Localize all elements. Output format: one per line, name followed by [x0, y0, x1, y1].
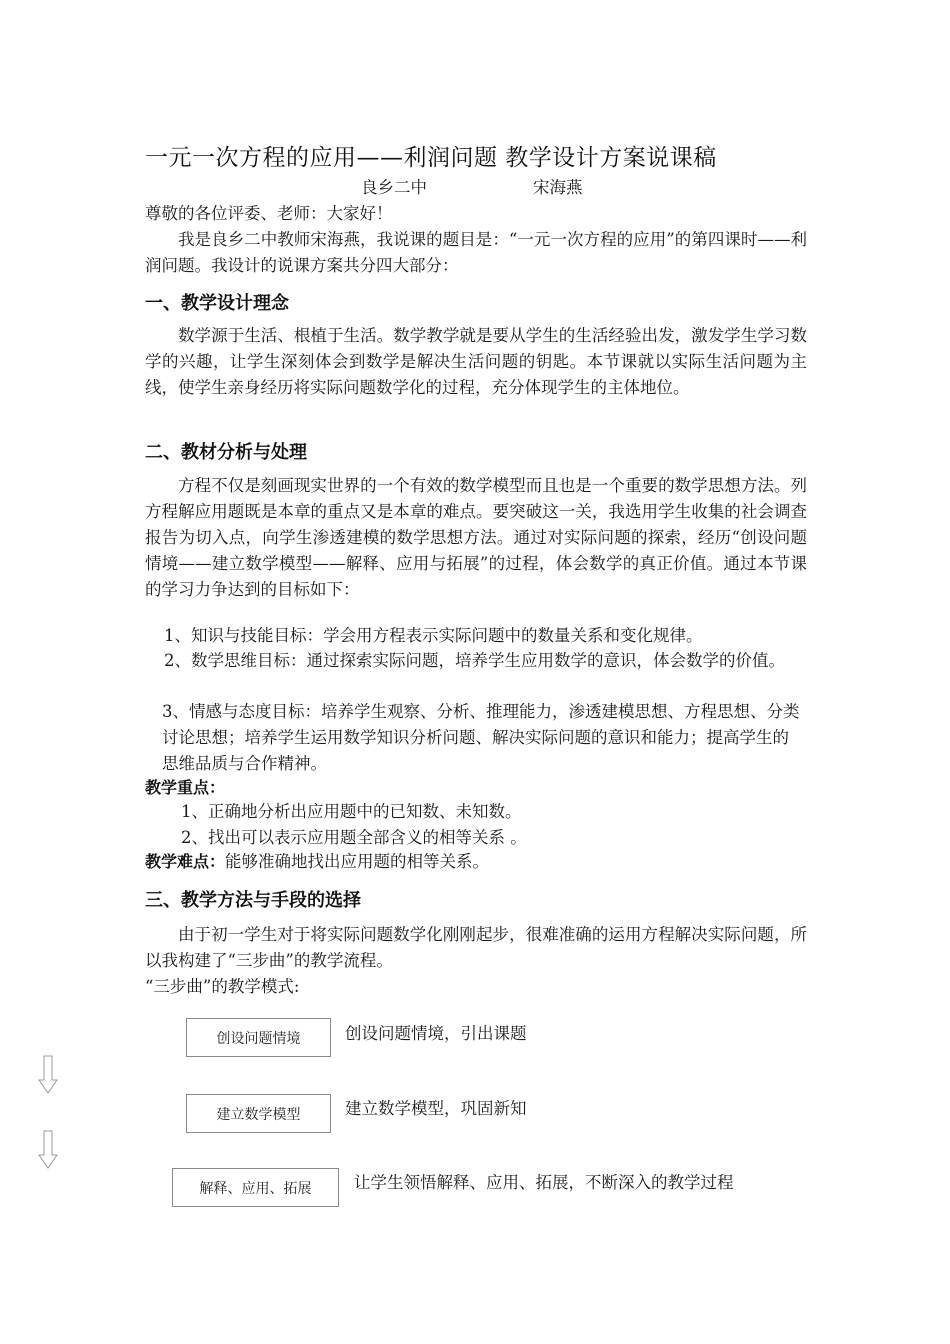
section-3-heading: 三、教学方法与手段的选择: [145, 890, 361, 911]
goal-item: 3、情感与态度目标：培养学生观察、分析、推理能力，渗透建模思想、方程思想、分类讨论思想；培养学生运用数学知识分析问题、解决实际问题的意识和能力；提高学生的思维品质与合作精神。: [162, 702, 800, 773]
greeting: 尊敬的各位评委、老师：大家好！: [145, 204, 393, 223]
difficulty-line: [145, 849, 489, 875]
document-title: 一元一次方程的应用——利润问题 教学设计方案说课稿: [145, 145, 717, 171]
section-2-heading: 二、教材分析与处理: [145, 442, 307, 463]
key-point-item: 2、找出可以表示应用题全部含义的相等关系 。: [181, 828, 527, 847]
goal-item: 1、知识与技能目标：学会用方程表示实际问题中的数量关系和变化规律。: [164, 626, 703, 645]
key-point-item: 1、正确地分析出应用题中的已知数、未知数。: [181, 802, 522, 821]
flow-step-description: 建立数学模型，巩固新知: [345, 1099, 527, 1118]
section-1-heading: 一、教学设计理念: [145, 293, 289, 314]
down-arrow-icon: [38, 1130, 58, 1170]
flow-step-description: 创设问题情境，引出课题: [345, 1024, 527, 1043]
down-arrow-icon: [38, 1055, 58, 1095]
section-2-text: 方程不仅是刻画现实世界的一个有效的数学模型而且也是一个重要的数学思想方法。列方程解应用题既是本章的重点又是本章的难点。要突破这一关，我选用学生收集的社会调查报告为切入点，向学生渗透建模的数学思想方法。通过对实际问题的探索，经历“创设问题情境——建立数学模型——解释、应用与拓展”的过程，体会数学的真正价值。通过本节课的学习力争达到的目标如下：: [145, 476, 807, 599]
section-3-text: 由于初一学生对于将实际问题数学化刚刚起步，很难准确的运用方程解决实际问题，所以我构建了“三步曲”的教学流程。: [145, 925, 807, 970]
difficulty-text: 能够准确地找出应用题的相等关系。: [225, 852, 490, 871]
section-1-text: 数学源于生活、根植于生活。数学教学就是要从学生的生活经验出发，激发学生学习数学的兴趣，让学生深刻体会到数学是解决生活问题的钥匙。本节课就以实际生活问题为主线，使学生亲身经历将实际问题数学化的过程，充分体现学生的主体地位。: [145, 326, 807, 397]
goal-item: [164, 648, 806, 674]
author-school: 良乡二中: [361, 178, 427, 197]
difficulty-label: 教学难点：: [145, 852, 226, 871]
flow-step-box: 解释、应用、拓展: [172, 1168, 339, 1207]
goal-text: 2、数学思维目标：通过探索实际问题，培养学生应用数学的意识，体会数学的价值。: [164, 651, 785, 670]
flow-step-description: 让学生领悟解释、应用、拓展，不断深入的教学过程: [354, 1173, 734, 1192]
author-name: 宋海燕: [533, 178, 583, 197]
intro-paragraph: 我是良乡二中教师宋海燕，我说课的题目是：“一元一次方程的应用”的第四课时——利润问题。我设计的说课方案共分四大部分：: [145, 230, 807, 275]
mode-label: “三步曲”的教学模式:: [145, 977, 300, 996]
flow-step-box: 创设问题情境: [186, 1018, 331, 1057]
flow-step-box: 建立数学模型: [186, 1094, 331, 1133]
key-points-label: 教学重点：: [145, 778, 226, 797]
